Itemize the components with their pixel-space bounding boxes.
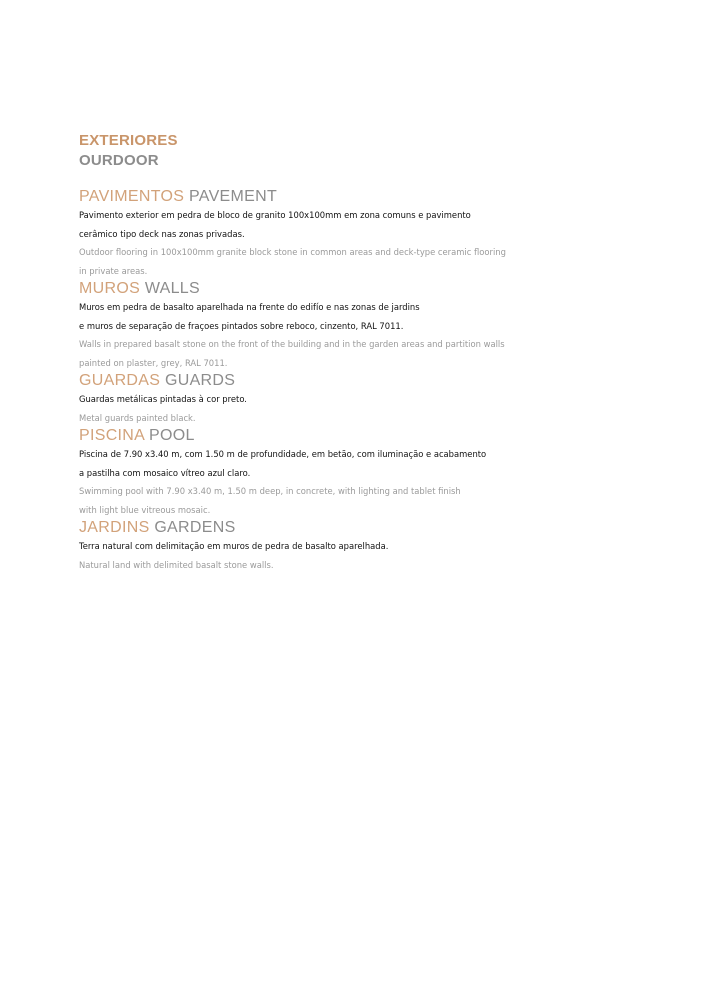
section-title [79, 427, 639, 445]
section-pavimentos [79, 188, 639, 280]
section-title-en: GUARDS [164, 372, 236, 389]
section-muros [79, 280, 639, 372]
section-title-pt: JARDINS [79, 519, 150, 536]
section-title-en: GARDENS [154, 519, 236, 536]
en-line: painted on plaster, grey, RAL 7011. [79, 357, 228, 368]
section-guardas [79, 372, 639, 427]
section-title-pt: GUARDAS [79, 372, 161, 389]
pt-line: e muros de separação de fraçoes pintados sobre reboco, cinzento, RAL 7011. [79, 320, 404, 331]
section-title [79, 188, 639, 206]
section-title-en: POOL [148, 427, 195, 444]
section-jardins [79, 519, 639, 574]
pt-line: Pavimento exterior em pedra de bloco de granito 100x100mm em zona comuns e pavimento [79, 210, 471, 220]
en-line: Natural land with delimited basalt stone walls. [79, 559, 274, 570]
section-title-pt: MUROS [79, 280, 141, 297]
section-title-pt: PISCINA [79, 427, 145, 444]
section-title [79, 372, 639, 390]
section-piscina [79, 427, 639, 519]
en-line: Metal guards painted black. [79, 412, 196, 423]
page-heading [79, 131, 639, 171]
en-line: Walls in prepared basalt stone on the front of the building and in the garden areas and partition walls [79, 339, 505, 349]
en-line: Outdoor flooring in 100x100mm granite block stone in common areas and deck-type ceramic flooring [79, 247, 506, 257]
section-title [79, 280, 639, 298]
section-title-en: PAVEMENT [189, 188, 278, 205]
document-page [79, 131, 639, 574]
heading-title-pt: EXTERIORES [79, 132, 178, 149]
pt-line: cerâmico tipo deck nas zonas privadas. [79, 228, 245, 239]
pt-line: Guardas metálicas pintadas à cor preto. [79, 394, 247, 404]
section-title-pt: PAVIMENTOS [79, 188, 185, 205]
section-title [79, 519, 639, 537]
pt-line: Terra natural com delimitação em muros de pedra de basalto aparelhada. [79, 541, 389, 551]
section-title-en: WALLS [144, 280, 200, 297]
en-line: Swimming pool with 7.90 x3.40 m, 1.50 m deep, in concrete, with lighting and tablet finish [79, 486, 461, 496]
heading-title-en: OURDOOR [79, 152, 159, 169]
pt-line: a pastilha com mosaico vítreo azul claro. [79, 467, 251, 478]
pt-line: Piscina de 7.90 x3.40 m, com 1.50 m de profundidade, em betão, com iluminação e acabamento [79, 449, 487, 459]
en-line: with light blue vitreous mosaic. [79, 504, 211, 515]
pt-line: Muros em pedra de basalto aparelhada na frente do edifío e nas zonas de jardins [79, 302, 420, 312]
en-line: in private areas. [79, 265, 148, 276]
